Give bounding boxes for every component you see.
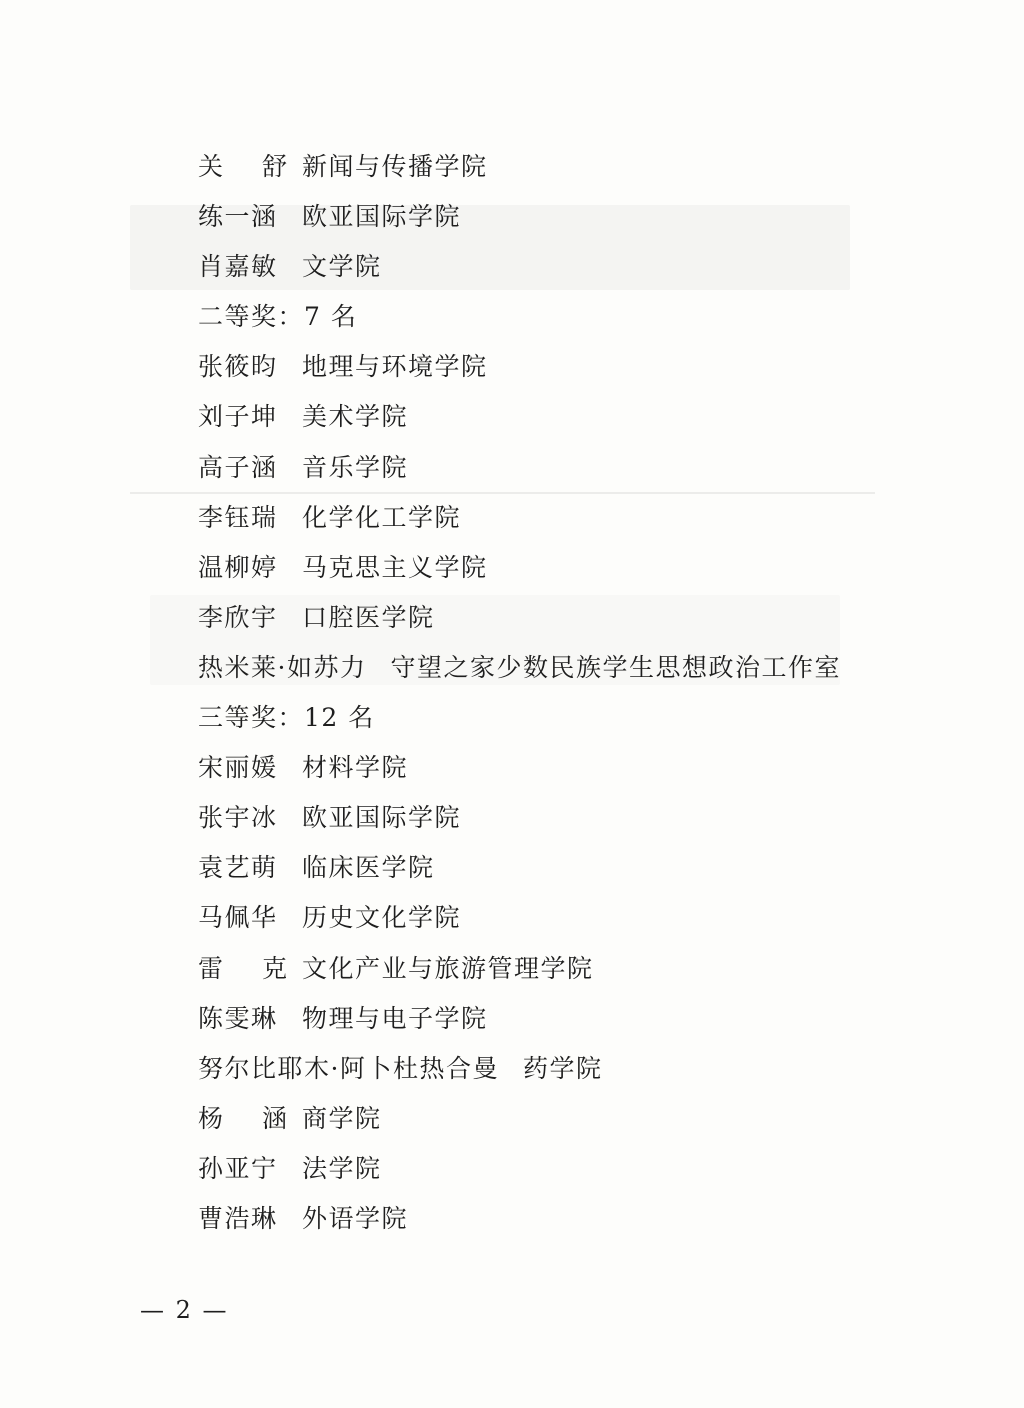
winner-name: 刘子坤 xyxy=(198,402,278,432)
list-item xyxy=(198,142,898,192)
third-prize-heading: 三等奖：12 名 xyxy=(198,703,375,733)
winner-name: 关 舒 xyxy=(198,152,289,181)
winner-department: 历史文化学院 xyxy=(302,903,462,933)
list-item xyxy=(198,1194,898,1244)
winner-name: 曹浩琳 xyxy=(198,1203,278,1233)
list-item xyxy=(198,843,898,893)
winner-department: 商学院 xyxy=(302,1103,382,1133)
winner-name: 练一涵 xyxy=(198,202,278,232)
winner-name: 张筱昀 xyxy=(198,352,278,382)
list-item xyxy=(198,793,898,843)
winner-department: 口腔医学院 xyxy=(302,602,435,632)
list-item xyxy=(198,994,898,1044)
winner-department: 守望之家少数民族学生思想政治工作室 xyxy=(390,652,841,682)
winner-name: 陈雯琳 xyxy=(198,1003,278,1033)
winner-name: 高子涵 xyxy=(198,452,278,482)
list-item xyxy=(198,392,898,442)
winner-department: 欧亚国际学院 xyxy=(302,803,462,833)
winner-name: 马佩华 xyxy=(198,903,278,933)
winner-name: 杨 涵 xyxy=(198,1103,289,1133)
winner-department: 文化产业与旅游管理学院 xyxy=(302,953,594,983)
list-item xyxy=(198,1144,898,1194)
list-item xyxy=(198,242,898,292)
winner-name: 孙亚宁 xyxy=(198,1153,278,1183)
list-item xyxy=(198,1094,898,1144)
winner-name: 肖嘉敏 xyxy=(198,252,278,282)
page-number: — 2 — xyxy=(140,1296,229,1324)
winner-department: 美术学院 xyxy=(302,402,409,432)
list-item xyxy=(198,192,898,242)
winner-department: 文学院 xyxy=(302,252,382,282)
winner-department: 药学院 xyxy=(522,1053,603,1083)
winner-name: 李钰瑞 xyxy=(198,502,278,532)
award-level-heading xyxy=(198,292,898,342)
winner-name: 袁艺萌 xyxy=(198,853,278,883)
winner-name: 张宇冰 xyxy=(198,803,278,833)
winner-department: 马克思主义学院 xyxy=(302,552,488,582)
winner-name: 努尔比耶木·阿卜杜热合曼 xyxy=(198,1053,499,1083)
list-item xyxy=(198,743,898,793)
winner-department: 欧亚国际学院 xyxy=(302,202,462,232)
list-item xyxy=(198,593,898,643)
winner-department: 新闻与传播学院 xyxy=(302,152,488,181)
list-item xyxy=(198,1044,898,1094)
winner-name: 热米莱·如苏力 xyxy=(198,652,367,682)
winner-department: 材料学院 xyxy=(302,753,409,783)
list-item xyxy=(198,643,898,693)
winner-department: 物理与电子学院 xyxy=(302,1003,488,1033)
winner-department: 音乐学院 xyxy=(302,452,409,482)
winner-department: 临床医学院 xyxy=(302,853,435,883)
list-item xyxy=(198,893,898,943)
list-item xyxy=(198,944,898,994)
award-level-heading xyxy=(198,693,898,743)
list-item xyxy=(198,342,898,392)
list-item xyxy=(198,543,898,593)
winner-department: 外语学院 xyxy=(302,1203,409,1233)
winner-name: 雷 克 xyxy=(198,953,289,983)
winner-department: 化学化工学院 xyxy=(302,502,462,532)
list-item xyxy=(198,493,898,543)
winner-name: 李欣宇 xyxy=(198,602,278,632)
award-list xyxy=(198,142,898,1244)
winner-name: 温柳婷 xyxy=(198,552,278,582)
winner-department: 法学院 xyxy=(302,1153,382,1183)
list-item xyxy=(198,443,898,493)
winner-name: 宋丽媛 xyxy=(198,753,278,783)
winner-department: 地理与环境学院 xyxy=(302,352,488,382)
second-prize-heading: 二等奖：7 名 xyxy=(198,302,358,332)
